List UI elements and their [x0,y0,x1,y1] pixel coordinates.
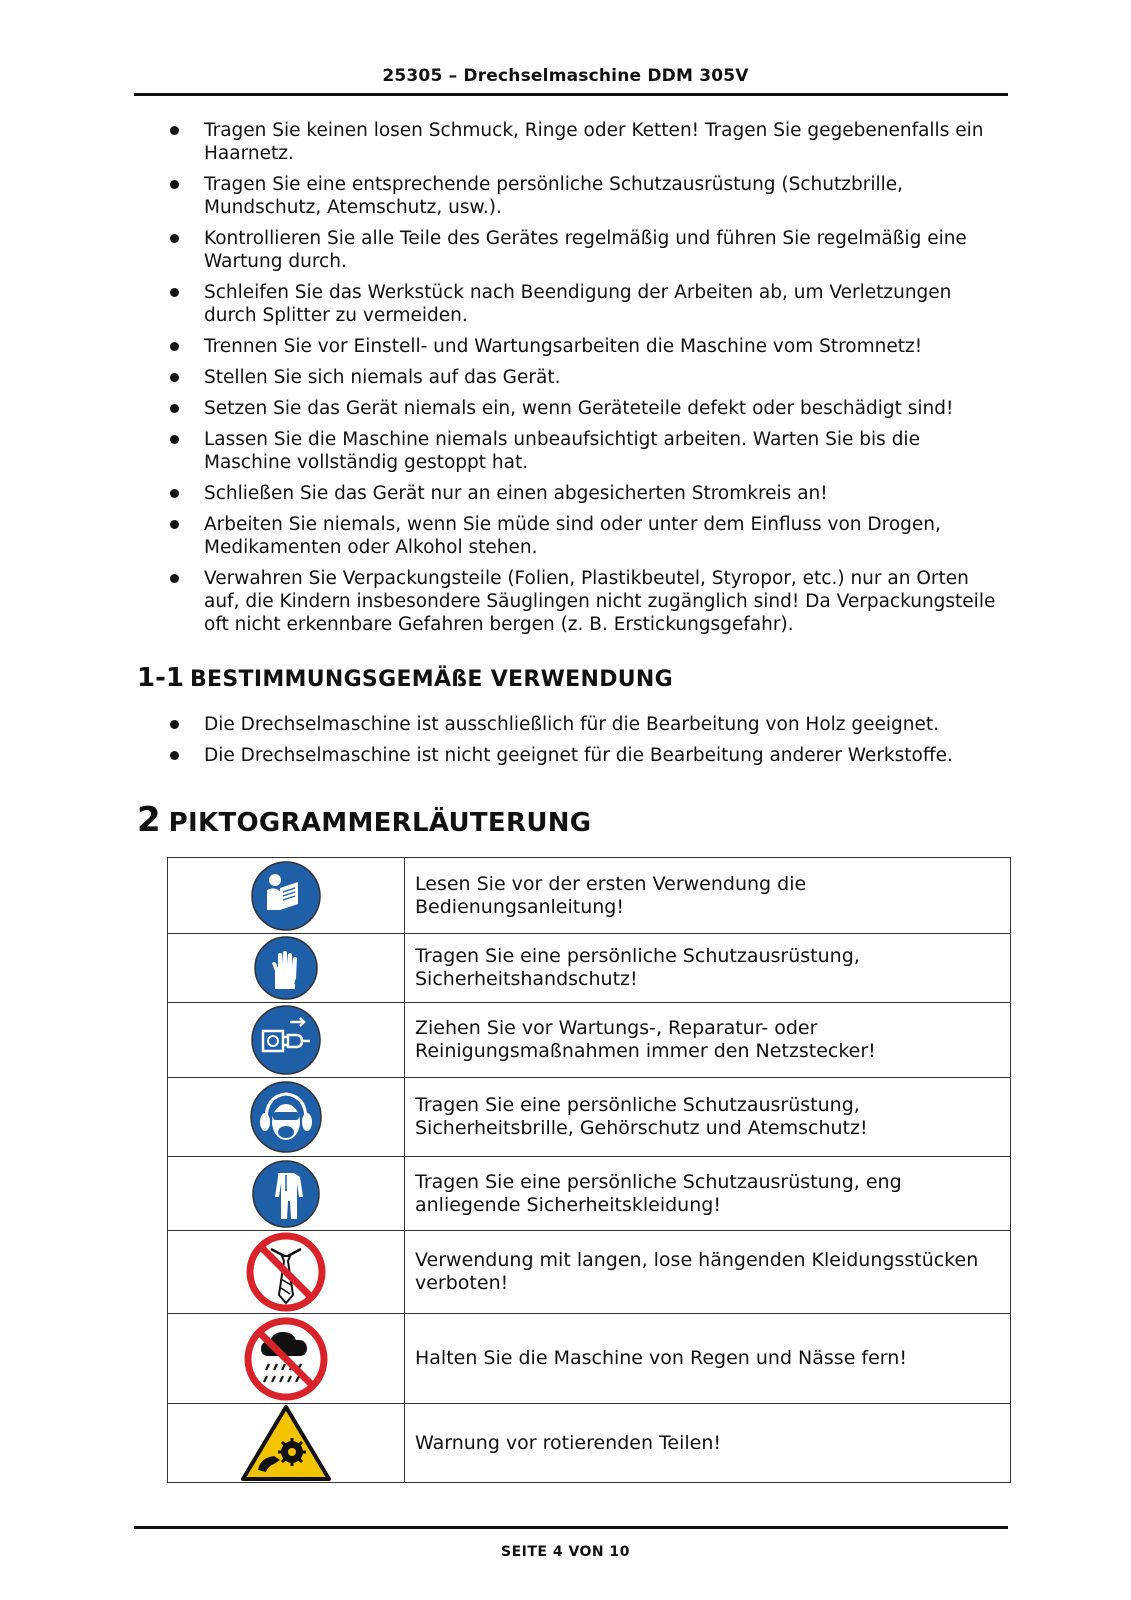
bullet-icon [170,180,179,189]
pictogram-description: Verwendung mit langen, lose hängenden Kleidungsstücken verboten! [405,1231,1011,1314]
table-row [168,858,1011,934]
pictogram-description: Tragen Sie eine persönliche Schutzausrüstung, Sicherheitshandschutz! [405,934,1011,1003]
table-row [168,1231,1011,1314]
list-item: Verwahren Sie Verpackungsteile (Folien, Plastikbeutel, Styropor, etc.) nur an Orten auf, die Kindern insbesondere Säuglingen nicht zugänglich sind! Da Verpackungsteile oft nicht erkennbare Gefahren bergen (z. B. Erstickungsgefahr). [168,567,998,636]
bullet-icon [170,489,179,498]
unplug-icon [250,1004,322,1076]
list-item: Lassen Sie die Maschine niemals unbeaufsichtigt arbeiten. Warten Sie bis die Maschine vollständig gestoppt hat. [168,428,998,474]
table-row [168,1404,1011,1483]
list-item: Schleifen Sie das Werkstück nach Beendigung der Arbeiten ab, um Verletzungen durch Splitter zu vermeiden. [168,281,998,327]
bullet-icon [170,373,179,382]
list-item: Trennen Sie vor Einstell- und Wartungsarbeiten die Maschine vom Stromnetz! [168,335,998,358]
pictogram-description: Warnung vor rotierenden Teilen! [405,1404,1011,1483]
list-item: Die Drechselmaschine ist ausschließlich für die Bearbeitung von Holz geeignet. [168,713,998,736]
pictogram-table [167,857,1011,1483]
header-rule [134,93,1008,96]
pictogram-description: Tragen Sie eine persönliche Schutzausrüstung, eng anliegende Sicherheitskleidung! [405,1157,1011,1231]
no-loose-clothing-icon [245,1231,327,1313]
list-item: Stellen Sie sich niemals auf das Gerät. [168,366,998,389]
page-number: SEITE 4 VON 10 [500,1544,631,1560]
section-heading-2 [137,800,591,840]
safety-bullet-list [168,119,998,644]
bullet-icon [170,288,179,297]
list-item: Tragen Sie keinen losen Schmuck, Ringe oder Ketten! Tragen Sie gegebenenfalls ein Haarnetz. [168,119,998,165]
bullet-icon [170,404,179,413]
section-title: PIKTOGRAMMERLÄUTERUNG [168,808,592,838]
usage-bullet-list [168,713,998,775]
list-item: Kontrollieren Sie alle Teile des Gerätes regelmäßig und führen Sie regelmäßig eine Wartung durch. [168,227,998,273]
section-heading-1-1 [137,663,673,693]
read-manual-icon [250,860,322,932]
table-row [168,1157,1011,1231]
bullet-icon [170,720,179,729]
goggles-earmuffs-mask-icon [249,1080,323,1154]
protective-clothing-icon [251,1159,321,1229]
list-item: Arbeiten Sie niemals, wenn Sie müde sind oder unter dem Einfluss von Drogen, Medikamenten oder Alkohol stehen. [168,513,998,559]
bullet-icon [170,435,179,444]
pictogram-description: Halten Sie die Maschine von Regen und Nässe fern! [405,1314,1011,1404]
bullet-icon [170,234,179,243]
table-row [168,1314,1011,1404]
pictogram-description: Ziehen Sie vor Wartungs-, Reparatur- oder Reinigungsmaßnahmen immer den Netzstecker! [405,1003,1011,1078]
bullet-icon [170,751,179,760]
bullet-icon [170,126,179,135]
pictogram-description: Lesen Sie vor der ersten Verwendung die Bedienungsanleitung! [405,858,1011,934]
footer-rule [134,1526,1008,1529]
safety-gloves-icon [253,935,319,1001]
section-number: 2 [137,800,161,840]
table-row [168,1078,1011,1157]
bullet-icon [170,574,179,583]
list-item: Schließen Sie das Gerät nur an einen abgesicherten Stromkreis an! [168,482,998,505]
section-number: 1-1 [137,663,184,693]
pictogram-description: Tragen Sie eine persönliche Schutzausrüstung, Sicherheitsbrille, Gehörschutz und Atemschutz! [405,1078,1011,1157]
list-item: Die Drechselmaschine ist nicht geeignet für die Bearbeitung anderer Werkstoffe. [168,744,998,767]
section-title: BESTIMMUNGSGEMÄßE VERWENDUNG [189,667,673,692]
bullet-icon [170,520,179,529]
table-row [168,934,1011,1003]
list-item: Setzen Sie das Gerät niemals ein, wenn Geräteteile defekt oder beschädigt sind! [168,397,998,420]
no-rain-icon [243,1316,329,1402]
rotating-parts-warning-icon [240,1404,332,1482]
table-row [168,1003,1011,1078]
bullet-icon [170,342,179,351]
list-item: Tragen Sie eine entsprechende persönliche Schutzausrüstung (Schutzbrille, Mundschutz, Atemschutz, usw.). [168,173,998,219]
document-header-title: 25305 – Drechselmaschine DDM 305V [382,66,749,86]
